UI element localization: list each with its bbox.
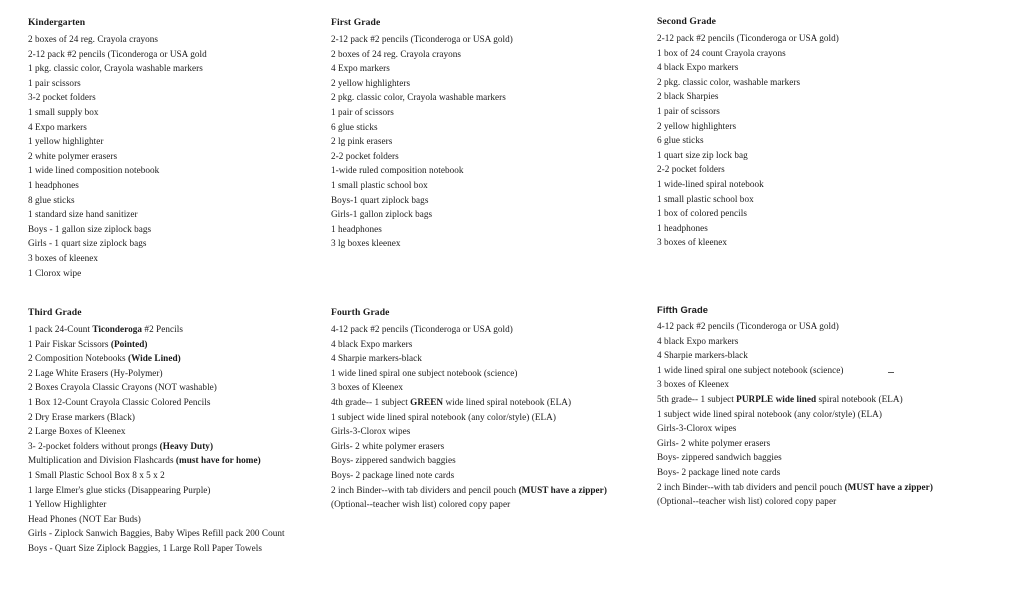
- supply-item: [331, 134, 513, 149]
- item-text: 1 pair of scissors: [657, 105, 720, 116]
- item-text: 2 Lage White Erasers (Hy-Polymer): [28, 367, 163, 378]
- item-text: 4 Sharpie markers-black: [331, 353, 422, 364]
- item-text: 3 lg boxes kleenex: [331, 238, 401, 249]
- item-text: Boys- 2 package lined note cards: [657, 466, 781, 477]
- supply-item: [657, 465, 933, 480]
- item-text: 3 boxes of kleenex: [28, 252, 99, 263]
- grade-title: Third Grade: [28, 307, 82, 318]
- item-text: 2-12 pack #2 pencils (Ticonderoga or USA gold: [28, 48, 207, 59]
- item-text: 2 white polymer erasers: [28, 150, 118, 161]
- item-text: 2 Dry Erase markers (Black): [28, 411, 135, 422]
- item-text: 4-12 pack #2 pencils (Ticonderoga or USA gold): [331, 324, 513, 334]
- item-text: 1 wide lined composition notebook: [28, 165, 160, 176]
- item-text: 1 headphones: [657, 222, 708, 233]
- emphasis-text: Ticonderoga: [92, 324, 143, 334]
- item-text: Boys- zippered sandwich baggies: [331, 455, 456, 466]
- supply-item: [28, 337, 285, 352]
- item-text: Boys- zippered sandwich baggies: [657, 452, 782, 463]
- item-text: 1 pkg. classic color, Crayola washable markers: [28, 63, 203, 74]
- supply-item: [331, 337, 607, 352]
- supply-item: [657, 421, 933, 436]
- item-text: 1 yellow highlighter: [28, 136, 104, 147]
- supply-item: [657, 235, 839, 250]
- supply-item: [657, 192, 839, 207]
- supply-item: [657, 104, 839, 119]
- emphasis-text: (Wide Lined): [127, 353, 181, 364]
- supply-item: [28, 512, 285, 527]
- item-text: 1 wide lined spiral one subject notebook (science): [331, 367, 518, 378]
- item-text: Girls - Ziplock Sanwich Baggies, Baby Wipes Refill pack 200 Count: [28, 528, 285, 539]
- item-text: 1 Small Plastic School Box 8 x 5 x 2: [28, 469, 165, 480]
- item-text: 1 headphones: [28, 179, 79, 190]
- item-text: 2 Large Boxes of Kleenex: [28, 426, 126, 437]
- supply-item: [28, 410, 285, 425]
- item-text: 3 boxes of kleenex: [657, 237, 728, 248]
- supply-list: [28, 32, 207, 280]
- supply-item: [657, 480, 933, 495]
- supply-item: [28, 47, 207, 62]
- supply-item: [657, 75, 839, 90]
- item-text: 1 box of 24 count Crayola crayons: [657, 47, 786, 58]
- emphasis-text: (must have for home): [175, 455, 261, 466]
- item-text: 1-wide ruled composition notebook: [331, 165, 464, 176]
- supply-item: [657, 206, 839, 221]
- item-text: Girls- 2 white polymer erasers: [331, 440, 445, 451]
- item-text: 3- 2-pocket folders without prongs: [28, 440, 160, 451]
- item-text: wide lined spiral notebook (ELA): [443, 396, 572, 407]
- item-text: #2 Pencils: [142, 324, 183, 334]
- supply-item: [28, 120, 207, 135]
- supply-item: [657, 119, 839, 134]
- item-text: 2 boxes of 24 reg. Crayola crayons: [331, 48, 462, 59]
- supply-item: [331, 120, 513, 135]
- item-text: 2-12 pack #2 pencils (Ticonderoga or USA gold): [657, 33, 839, 43]
- grade-title: Fifth Grade: [657, 304, 709, 315]
- supply-item: [331, 90, 513, 105]
- item-text: 1 pair of scissors: [331, 106, 394, 117]
- item-text: 2 Boxes Crayola Classic Crayons (NOT washable): [28, 382, 217, 393]
- supply-item: [28, 322, 285, 337]
- item-text: 1 small plastic school box: [331, 179, 428, 190]
- emphasis-text: PURPLE wide lined: [736, 393, 817, 404]
- item-text: Girls-3-Clorox wipes: [331, 426, 411, 437]
- supply-item: [331, 193, 513, 208]
- item-text: 2 Composition Notebooks: [28, 353, 128, 364]
- supply-item: [331, 207, 513, 222]
- item-text: (Optional--teacher wish list) colored copy paper: [657, 496, 837, 507]
- item-text: Girls-1 gallon ziplock bags: [331, 209, 433, 220]
- item-text: 1 wide lined spiral one subject notebook (science): [657, 364, 844, 375]
- item-text: 2-12 pack #2 pencils (Ticonderoga or USA gold): [331, 34, 513, 44]
- supply-item: [657, 450, 933, 465]
- item-text: Boys - 1 gallon size ziplock bags: [28, 223, 152, 234]
- item-text: 4 black Expo markers: [331, 338, 413, 349]
- supply-list: [331, 322, 607, 512]
- supply-item: [657, 436, 933, 451]
- supply-item: [657, 89, 839, 104]
- supply-item: [28, 251, 207, 266]
- supply-item: [331, 236, 513, 251]
- item-text: 1 quart size zip lock bag: [657, 149, 748, 160]
- item-text: 1 wide-lined spiral notebook: [657, 178, 764, 189]
- supply-item: [28, 497, 285, 512]
- supply-item: [331, 76, 513, 91]
- item-text: Boys- 2 package lined note cards: [331, 469, 455, 480]
- fifth-grade-list: [657, 304, 933, 509]
- supply-list: [28, 322, 285, 556]
- item-text: 1 subject wide lined spiral notebook (any color/style) (ELA): [657, 408, 882, 419]
- supply-item: [657, 363, 933, 378]
- supply-item: [28, 149, 207, 164]
- item-text: 1 headphones: [331, 223, 382, 234]
- supply-item: [331, 178, 513, 193]
- supply-item: [28, 90, 207, 105]
- supply-item: [28, 134, 207, 149]
- supply-item: [28, 380, 285, 395]
- item-text: 2 pkg. classic color, Crayola washable markers: [331, 92, 506, 103]
- emphasis-text: (Pointed): [110, 338, 148, 349]
- item-text: 1 subject wide lined spiral notebook (any color/style) (ELA): [331, 411, 556, 422]
- supply-item: [657, 31, 839, 46]
- item-text: 5th grade-- 1 subject: [657, 393, 737, 404]
- supply-item: [331, 439, 607, 454]
- item-text: 1 Yellow Highlighter: [28, 499, 107, 510]
- item-text: 4 Sharpie markers-black: [657, 350, 748, 361]
- supply-item: [28, 424, 285, 439]
- supply-item: [331, 366, 607, 381]
- third-grade-list: [28, 307, 285, 556]
- supply-item: [28, 76, 207, 91]
- supply-item: [28, 163, 207, 178]
- kindergarten-list: [28, 17, 207, 280]
- item-text: 4 black Expo markers: [657, 62, 739, 73]
- supply-item: [657, 334, 933, 349]
- supply-item: [28, 541, 285, 556]
- item-text: 2 lg pink erasers: [331, 136, 393, 147]
- item-text: 4-12 pack #2 pencils (Ticonderoga or USA gold): [657, 321, 839, 331]
- first-grade-list: [331, 17, 513, 251]
- item-text: 2-2 pocket folders: [331, 150, 399, 161]
- item-text: Head Phones (NOT Ear Buds): [28, 513, 141, 524]
- item-text: 1 pack 24-Count: [28, 324, 93, 334]
- item-text: 2-2 pocket folders: [657, 164, 725, 175]
- item-text: 1 Box 12-Count Crayola Classic Colored Pencils: [28, 396, 211, 407]
- item-text: 3-2 pocket folders: [28, 92, 96, 103]
- supply-item: [28, 105, 207, 120]
- supply-item: [331, 410, 607, 425]
- item-text: 2 black Sharpies: [657, 91, 719, 102]
- item-text: Multiplication and Division Flashcards: [28, 455, 176, 466]
- item-text: 6 glue sticks: [331, 121, 378, 132]
- supply-item: [331, 105, 513, 120]
- second-grade-list: [657, 16, 839, 250]
- item-text: 1 standard size hand sanitizer: [28, 209, 138, 220]
- supply-item: [331, 47, 513, 62]
- supply-item: [331, 468, 607, 483]
- grade-title: Second Grade: [657, 16, 717, 27]
- supply-item: [331, 351, 607, 366]
- supply-item: [331, 453, 607, 468]
- supply-item: [331, 483, 607, 498]
- item-text: 1 pair scissors: [28, 77, 81, 88]
- supply-item: [657, 148, 839, 163]
- supply-item: [28, 395, 285, 410]
- supply-item: [28, 178, 207, 193]
- supply-item: [657, 60, 839, 75]
- supply-item: [28, 526, 285, 541]
- item-text: Girls- 2 white polymer erasers: [657, 437, 771, 448]
- supply-item: [28, 193, 207, 208]
- supply-item: [28, 351, 285, 366]
- supply-item: [28, 32, 207, 47]
- item-text: Girls-3-Clorox wipes: [657, 423, 737, 434]
- emphasis-text: GREEN: [410, 396, 444, 407]
- supply-item: [28, 222, 207, 237]
- item-text: 3 boxes of Kleenex: [331, 382, 404, 393]
- item-text: 1 Pair Fiskar Scissors: [28, 338, 111, 349]
- supply-item: [657, 494, 933, 509]
- stray-mark: [888, 372, 894, 373]
- supply-item: [28, 366, 285, 381]
- supply-item: [657, 46, 839, 61]
- item-text: Boys-1 quart ziplock bags: [331, 194, 429, 205]
- item-text: Boys - Quart Size Ziplock Baggies, 1 Large Roll Paper Towels: [28, 542, 262, 553]
- supply-item: [657, 407, 933, 422]
- item-text: 8 glue sticks: [28, 194, 75, 205]
- emphasis-text: (MUST have a zipper): [518, 484, 607, 495]
- item-text: 4 Expo markers: [28, 121, 87, 132]
- supply-item: [28, 266, 207, 281]
- item-text: (Optional--teacher wish list) colored copy paper: [331, 499, 511, 510]
- fourth-grade-list: [331, 307, 607, 512]
- supply-item: [331, 222, 513, 237]
- item-text: 2 boxes of 24 reg. Crayola crayons: [28, 34, 159, 44]
- supply-item: [657, 162, 839, 177]
- supply-item: [28, 439, 285, 454]
- supply-list: [657, 319, 933, 509]
- supply-item: [331, 32, 513, 47]
- supply-item: [331, 322, 607, 337]
- item-text: 1 Clorox wipe: [28, 267, 82, 278]
- item-text: 1 large Elmer's glue sticks (Disappearing Purple): [28, 484, 211, 495]
- supply-item: [657, 392, 933, 407]
- supply-item: [657, 133, 839, 148]
- supply-item: [331, 395, 607, 410]
- item-text: 4th grade-- 1 subject: [331, 396, 411, 407]
- supply-item: [331, 497, 607, 512]
- grade-title: Kindergarten: [28, 17, 86, 28]
- item-text: Girls - 1 quart size ziplock bags: [28, 238, 147, 249]
- item-text: 6 glue sticks: [657, 135, 704, 146]
- supply-item: [657, 221, 839, 236]
- supply-list: [657, 31, 839, 250]
- supply-item: [657, 177, 839, 192]
- supply-item: [657, 377, 933, 392]
- supply-item: [657, 348, 933, 363]
- item-text: 1 box of colored pencils: [657, 208, 747, 219]
- item-text: 3 boxes of Kleenex: [657, 379, 730, 390]
- item-text: 2 yellow highlighters: [331, 77, 411, 88]
- emphasis-text: (Heavy Duty): [159, 440, 214, 451]
- item-text: 4 black Expo markers: [657, 335, 739, 346]
- supply-item: [331, 424, 607, 439]
- supply-item: [28, 453, 285, 468]
- supply-item: [28, 61, 207, 76]
- grade-title: First Grade: [331, 17, 381, 28]
- item-text: 2 inch Binder--with tab dividers and pencil pouch: [657, 481, 845, 492]
- supply-item: [28, 236, 207, 251]
- supply-item: [28, 483, 285, 498]
- supply-item: [331, 380, 607, 395]
- emphasis-text: (MUST have a zipper): [844, 481, 933, 492]
- supply-item: [331, 163, 513, 178]
- supply-item: [331, 61, 513, 76]
- item-text: spiral notebook (ELA): [816, 393, 903, 404]
- item-text: 2 inch Binder--with tab dividers and pencil pouch: [331, 484, 519, 495]
- item-text: 1 small plastic school box: [657, 193, 754, 204]
- supply-item: [28, 207, 207, 222]
- supply-item: [657, 319, 933, 334]
- grade-title: Fourth Grade: [331, 307, 390, 318]
- item-text: 2 pkg. classic color, washable markers: [657, 76, 801, 87]
- item-text: 2 yellow highlighters: [657, 120, 737, 131]
- supply-item: [331, 149, 513, 164]
- item-text: 1 small supply box: [28, 106, 99, 117]
- supply-item: [28, 468, 285, 483]
- item-text: 4 Expo markers: [331, 63, 390, 74]
- supply-list: [331, 32, 513, 251]
